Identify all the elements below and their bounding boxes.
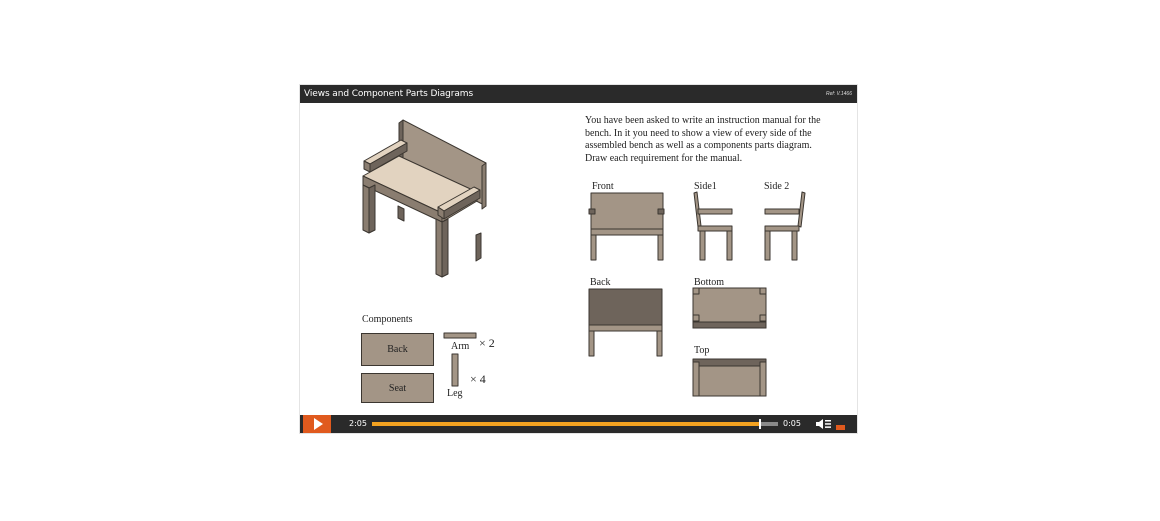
title-bar [300, 85, 857, 103]
leg-component-label: Leg [447, 388, 463, 399]
play-button[interactable] [303, 415, 331, 433]
back-view-label: Back [590, 277, 611, 288]
instructions-text: You have been asked to write an instruction manual for the bench. In it you need to show a view of every side of the assembled bench as well as a components parts diagram. Draw each requirement for the manual. [585, 115, 821, 164]
remaining-time: 0:05 [783, 419, 801, 428]
progress-bar[interactable] [372, 422, 778, 426]
volume-icon[interactable] [816, 418, 832, 430]
leg-part-drawing [452, 354, 458, 386]
window-title: Views and Component Parts Diagrams [304, 89, 474, 99]
slide-stage [300, 103, 857, 415]
components-heading: Components [362, 314, 413, 325]
volume-level[interactable] [836, 425, 845, 430]
bottom-view-drawing [693, 288, 766, 328]
front-view-drawing [589, 193, 664, 260]
front-view-label: Front [592, 181, 614, 192]
elapsed-time: 2:05 [349, 419, 367, 428]
bottom-view-label: Bottom [694, 277, 725, 288]
reference-code: Ref: V.1466 [825, 91, 852, 97]
seat-component-box [361, 373, 434, 403]
back-component-box [361, 333, 434, 366]
leg-quantity: × 4 [470, 372, 486, 386]
seat-component-label: Seat [388, 382, 407, 394]
side2-view-drawing [765, 192, 805, 260]
video-player [300, 85, 857, 433]
arm-quantity: × 2 [479, 336, 495, 350]
side1-view-drawing [694, 192, 732, 260]
top-view-drawing [693, 359, 766, 396]
arm-component-label: Arm [451, 341, 470, 352]
side1-view-label: Side1 [694, 181, 717, 192]
arm-part-drawing [444, 333, 476, 338]
back-view-drawing [589, 289, 662, 356]
back-component-label: Back [387, 344, 408, 355]
top-view-label: Top [694, 345, 710, 356]
play-icon [314, 418, 323, 430]
progress-fill [372, 422, 760, 426]
progress-handle[interactable] [759, 419, 761, 429]
isometric-bench-illustration [363, 120, 486, 277]
playback-controls [300, 415, 857, 433]
side2-view-label: Side 2 [764, 181, 790, 192]
